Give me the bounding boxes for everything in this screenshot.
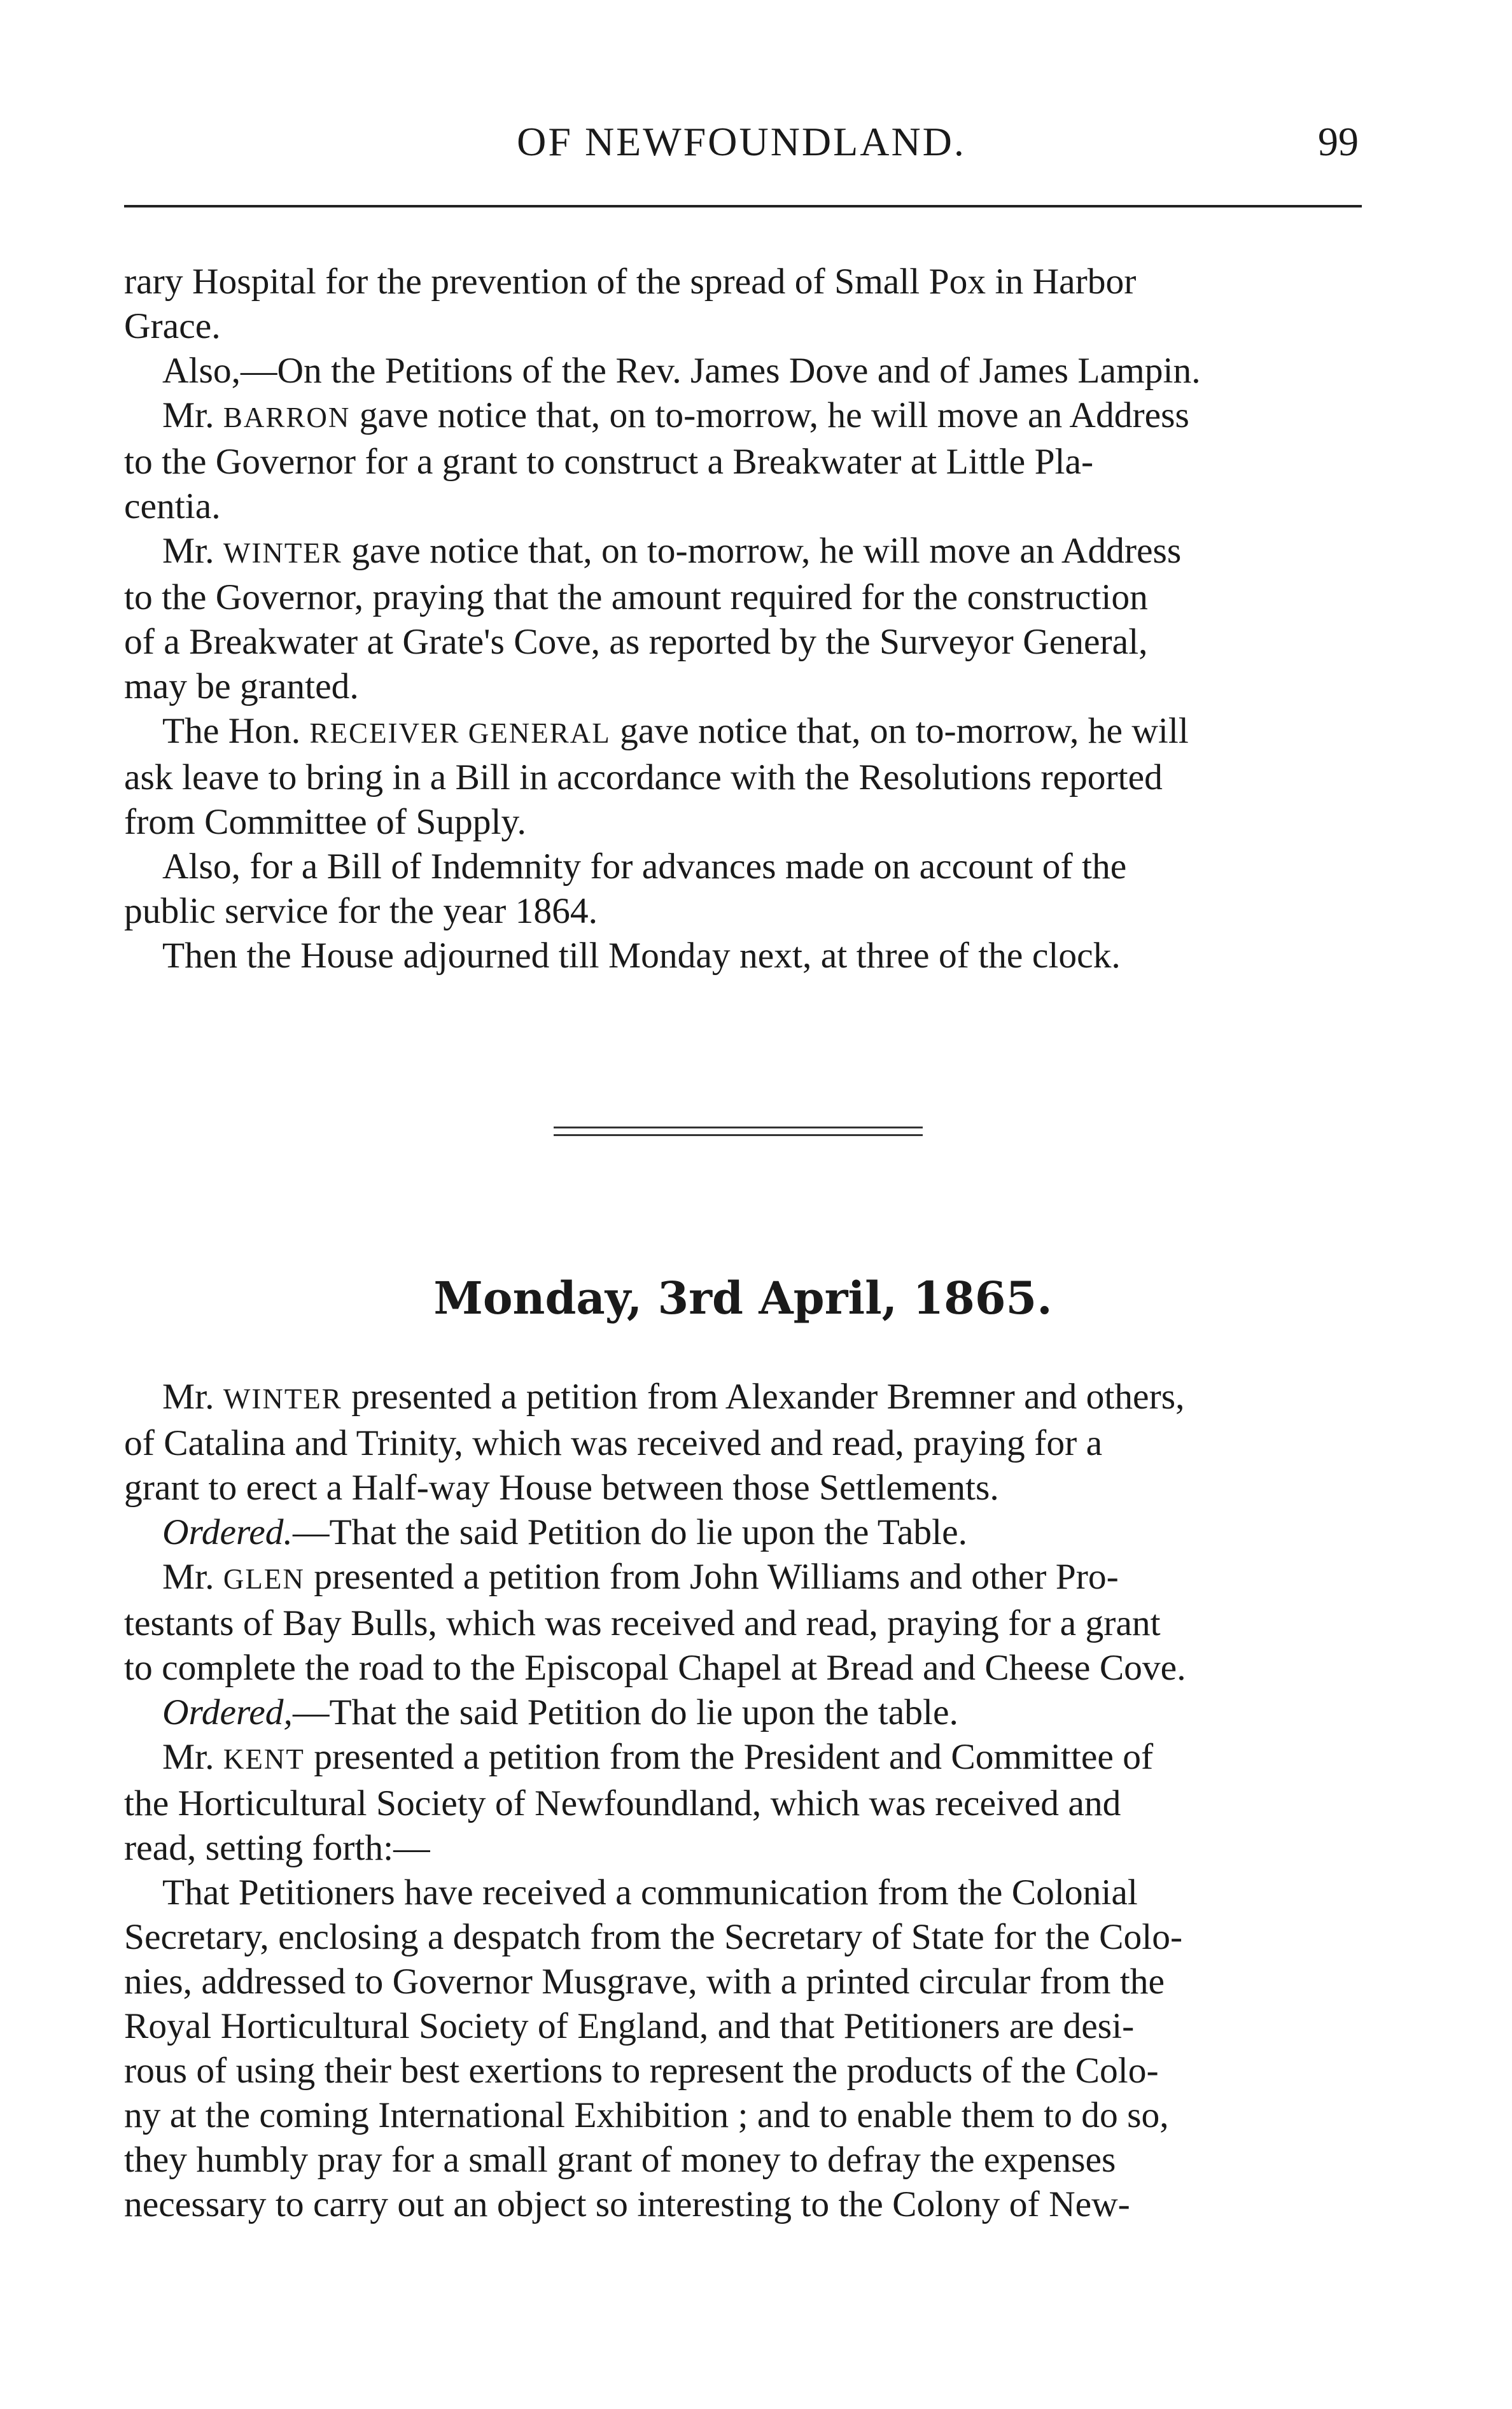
ordered-text: —That the said Petition do lie upon the Table. bbox=[292, 1512, 968, 1552]
text-line: Secretary, enclosing a despatch from the Secretary of State for the Colo- bbox=[124, 1917, 1183, 1957]
also-petitions-line: Also,—On the Petitions of the Rev. James Dove and of James Lampin. bbox=[162, 351, 1201, 391]
mr-prefix: Mr. bbox=[162, 1737, 214, 1777]
text-line: rary Hospital for the prevention of the spread of Small Pox in Harbor bbox=[124, 262, 1137, 302]
text-line: the Horticultural Society of Newfoundland, which was received and bbox=[124, 1783, 1121, 1823]
notice-text: gave notice that, on to-morrow, he will bbox=[610, 711, 1189, 751]
header-rule bbox=[124, 205, 1362, 207]
hon-prefix: The Hon. bbox=[162, 711, 301, 751]
text-line: to complete the road to the Episcopal Chapel at Bread and Cheese Cove. bbox=[124, 1648, 1186, 1688]
text-line: read, setting forth:— bbox=[124, 1828, 430, 1868]
running-title: OF NEWFOUNDLAND. bbox=[517, 119, 966, 164]
barron-notice bbox=[124, 393, 1362, 440]
date-heading: Monday, 3rd April, 1865. bbox=[433, 1272, 1053, 1324]
petition-text: presented a petition from Alexander Bremner and others, bbox=[342, 1377, 1185, 1417]
bottom-section bbox=[124, 1375, 1362, 2227]
ordered-text: —That the said Petition do lie upon the table. bbox=[292, 1692, 958, 1732]
notice-text: gave notice that, on to-morrow, he will move an Address bbox=[350, 395, 1189, 435]
glen-petition bbox=[124, 1555, 1362, 1601]
kent-petition bbox=[124, 1735, 1362, 1781]
member-name: BARRON bbox=[223, 402, 351, 433]
text-line: may be granted. bbox=[124, 666, 359, 706]
page-number: 99 bbox=[1318, 119, 1359, 164]
member-name: WINTER bbox=[223, 1383, 342, 1415]
ordered-label: Ordered. bbox=[162, 1512, 293, 1552]
winter-petition bbox=[124, 1375, 1362, 1421]
section-separator-rule bbox=[554, 1127, 923, 1128]
officer-name: RECEIVER GENERAL bbox=[309, 717, 611, 749]
text-line: to the Governor, praying that the amount required for the construction bbox=[124, 577, 1148, 617]
mr-prefix: Mr. bbox=[162, 1377, 214, 1417]
receiver-general-notice bbox=[124, 709, 1362, 755]
top-section bbox=[124, 260, 1362, 978]
winter-notice bbox=[124, 529, 1362, 575]
ordered-line bbox=[124, 1690, 1362, 1735]
member-name: KENT bbox=[223, 1743, 305, 1775]
text-line: they humbly pray for a small grant of money to defray the expenses bbox=[124, 2140, 1116, 2180]
text-line: ask leave to bring in a Bill in accordance with the Resolutions reported bbox=[124, 757, 1163, 797]
ordered-label: Ordered, bbox=[162, 1692, 293, 1732]
notice-text: gave notice that, on to-morrow, he will move an Address bbox=[342, 531, 1182, 571]
text-line: Also, for a Bill of Indemnity for advances made on account of the bbox=[162, 846, 1127, 887]
petition-text: presented a petition from the President and Committee of bbox=[304, 1737, 1154, 1777]
text-line: to the Governor for a grant to construct a Breakwater at Little Pla- bbox=[124, 442, 1094, 482]
member-name: GLEN bbox=[223, 1563, 305, 1595]
text-line: That Petitioners have received a communication from the Colonial bbox=[162, 1872, 1138, 1913]
text-line: necessary to carry out an object so interesting to the Colony of New- bbox=[124, 2184, 1130, 2224]
text-line: testants of Bay Bulls, which was received and read, praying for a grant bbox=[124, 1603, 1161, 1643]
text-line: rous of using their best exertions to represent the products of the Colo- bbox=[124, 2051, 1159, 2091]
text-line: Royal Horticultural Society of England, and that Petitioners are desi- bbox=[124, 2006, 1135, 2046]
text-line: of Catalina and Trinity, which was received and read, praying for a bbox=[124, 1423, 1103, 1463]
text-line: public service for the year 1864. bbox=[124, 891, 598, 931]
running-head bbox=[124, 113, 1359, 171]
section-separator-rule bbox=[554, 1134, 923, 1136]
member-name: WINTER bbox=[223, 537, 342, 569]
ordered-line bbox=[124, 1510, 1362, 1555]
mr-prefix: Mr. bbox=[162, 395, 214, 435]
text-line: nies, addressed to Governor Musgrave, with a printed circular from the bbox=[124, 1962, 1165, 2002]
mr-prefix: Mr. bbox=[162, 531, 214, 571]
adjournment-line: Then the House adjourned till Monday next, at three of the clock. bbox=[162, 936, 1121, 976]
text-line: grant to erect a Half-way House between those Settlements. bbox=[124, 1468, 999, 1508]
mr-prefix: Mr. bbox=[162, 1557, 214, 1597]
text-line: ny at the coming International Exhibition ; and to enable them to do so, bbox=[124, 2095, 1169, 2135]
text-line: from Committee of Supply. bbox=[124, 802, 526, 842]
text-line: Grace. bbox=[124, 306, 221, 346]
text-line: of a Breakwater at Grate's Cove, as reported by the Surveyor General, bbox=[124, 622, 1148, 662]
petition-text: presented a petition from John Williams and other Pro- bbox=[304, 1557, 1119, 1597]
text-line: centia. bbox=[124, 486, 221, 526]
